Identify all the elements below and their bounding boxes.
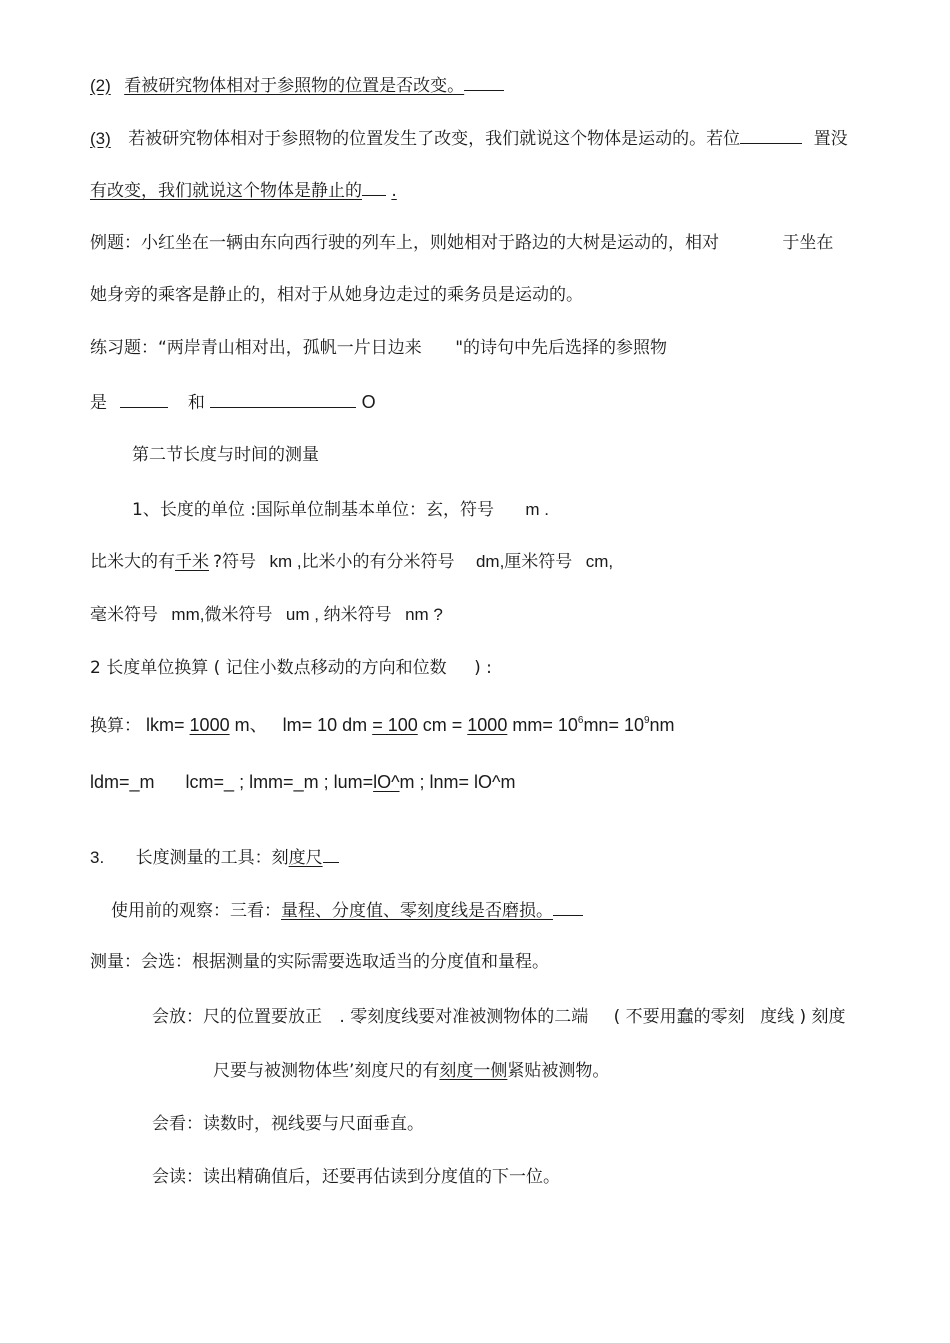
paragraph-text: 长度测量的工具：刻 [135, 848, 289, 868]
conversion-exercise-line [90, 771, 516, 793]
paragraph-text: 有改变，我们就说这个物体是静止的 [90, 181, 362, 201]
paragraph-text: 1、长度的单位 :国际单位制基本单位：玄，符号 [132, 500, 494, 520]
formula-text: lcm=_ ; lmm=_m ; lum= [185, 772, 374, 792]
conversion-heading [90, 657, 492, 679]
answer-blank-1 [120, 391, 168, 408]
paragraph-text: 是 [90, 393, 107, 413]
paragraph-text: 会放：尺的位置要放正 [152, 1007, 322, 1027]
formula-text: mm= 10 [512, 715, 578, 735]
item-number: (3) [90, 129, 111, 148]
larger-units-line [90, 551, 613, 573]
paragraph-text: . 零刻度线要对准被测物体的二端 [339, 1007, 589, 1027]
item-number: 3. [90, 848, 105, 867]
answer-blank-2 [210, 391, 356, 408]
paragraph-text: 换算： [90, 716, 141, 736]
formula-text: lm= 10 dm [282, 715, 368, 735]
exercise-line-1 [90, 337, 667, 359]
paragraph-text: dm,厘米符号 [475, 552, 573, 571]
paragraph-text: 测量：会选：根据测量的实际需要选取适当的分度值和量程。 [90, 952, 549, 972]
formula-value: = 100 [372, 715, 418, 735]
paragraph-text: 2 长度单位换算 ( 记住小数点移动的方向和位数 [90, 658, 447, 678]
answer-blank [464, 74, 504, 91]
paragraph-text: ?符号 [213, 552, 257, 572]
paragraph-text: 和 [187, 393, 205, 413]
paragraph-text-end: 于坐在 [782, 233, 834, 253]
length-unit-line [132, 499, 549, 521]
formula-text: mn= 10 [583, 715, 644, 735]
paragraph-text: um , 纳米符号 [285, 605, 392, 624]
paragraph-text: 若被研究物体相对于参照物的位置发生了改变，我们就说这个物体是运动的。若位 [128, 129, 741, 149]
answer-blank [362, 179, 386, 196]
formula-text-underlined: lO^ [373, 772, 400, 792]
paragraph-text-end: 置没 [813, 129, 848, 149]
paragraph-text-end: "的诗句中先后选择的参照物 [455, 338, 668, 358]
paragraph-period: . [391, 181, 397, 201]
paragraph-text: 她身旁的乘客是静止的，相对于从她身边走过的乘务员是运动的。 [90, 285, 583, 305]
paragraph-text: ( 不要用蠢的零刻 [613, 1007, 745, 1027]
paragraph-text: 看被研究物体相对于参照物的位置是否改变。 [124, 76, 465, 96]
paragraph-text: 比米大的有 [90, 552, 175, 572]
measurement-read-line [152, 1166, 560, 1188]
paragraph-text: nm ? [405, 605, 443, 624]
measurement-select-line [90, 951, 549, 973]
paragraph-text: 紧贴被测物。 [507, 1061, 610, 1081]
paragraph-text-underlined: 千米 [175, 552, 209, 572]
measurement-place-line-2 [213, 1060, 609, 1082]
paragraph-text: 尺要与被测物体些’刻度尺的有 [213, 1061, 440, 1081]
measuring-tool-line [90, 846, 339, 869]
section-title: 第二节长度与时间的测量 [132, 445, 319, 465]
paragraph-text: 会看：读数时，视线要与尺面垂直。 [152, 1114, 424, 1134]
paragraph-text: 使用前的观察：三看： [111, 901, 281, 921]
section-heading [132, 444, 319, 466]
paragraph-text: 例题：小红坐在一辆由东向西行驶的列车上，则她相对于路边的大树是运动的，相对 [90, 233, 719, 253]
underline-tail [553, 899, 583, 916]
formula-value: 1000 [189, 715, 230, 735]
formula-text: ldm=_m [90, 772, 155, 792]
exponent: 6 [577, 715, 584, 726]
formula-text: m ; lnm= lO^m [399, 772, 516, 792]
paragraph-3-continued [90, 179, 397, 202]
smaller-units-line [90, 604, 443, 626]
exponent: 9 [643, 715, 650, 726]
exercise-line-2 [90, 391, 376, 414]
paragraph-text-underlined: 量程、分度值、零刻度线是否磨损。 [281, 901, 553, 921]
formula-text: cm = [422, 715, 463, 735]
conversion-formula-line [90, 710, 675, 737]
paragraph-text: O [361, 392, 376, 412]
paragraph-3 [90, 127, 848, 150]
paragraph-text: mm,微米符号 [171, 605, 273, 624]
pre-use-observation-line [111, 899, 583, 922]
formula-text: nm [649, 715, 675, 735]
formula-text: lkm= [146, 715, 185, 735]
paragraph-text: 练习题：“两岸青山相对出，孤帆一片日边来 [90, 338, 422, 358]
paragraph-2 [90, 74, 504, 97]
formula-value: 1000 [467, 715, 508, 735]
paragraph-text: km ,比米小的有分米符号 [269, 552, 455, 571]
measurement-look-line [152, 1113, 424, 1135]
example-line-2 [90, 284, 583, 306]
measurement-place-line-1 [152, 1006, 846, 1028]
paragraph-text: ) : [474, 658, 492, 678]
formula-text: m、 [234, 715, 268, 735]
unit-symbol: m . [525, 500, 549, 519]
paragraph-text-underlined: 刻度一侧 [439, 1061, 508, 1081]
item-number: (2) [90, 76, 111, 95]
paragraph-text: cm, [585, 552, 614, 571]
paragraph-text: 毫米符号 [90, 605, 158, 625]
underline-tail [323, 846, 339, 863]
paragraph-text-underlined: 度尺 [288, 848, 323, 868]
example-line-1 [90, 232, 833, 254]
answer-blank [740, 127, 802, 144]
paragraph-text: 会读：读出精确值后，还要再估读到分度值的下一位。 [152, 1167, 560, 1187]
paragraph-text: 度线 ) 刻度 [760, 1007, 846, 1027]
